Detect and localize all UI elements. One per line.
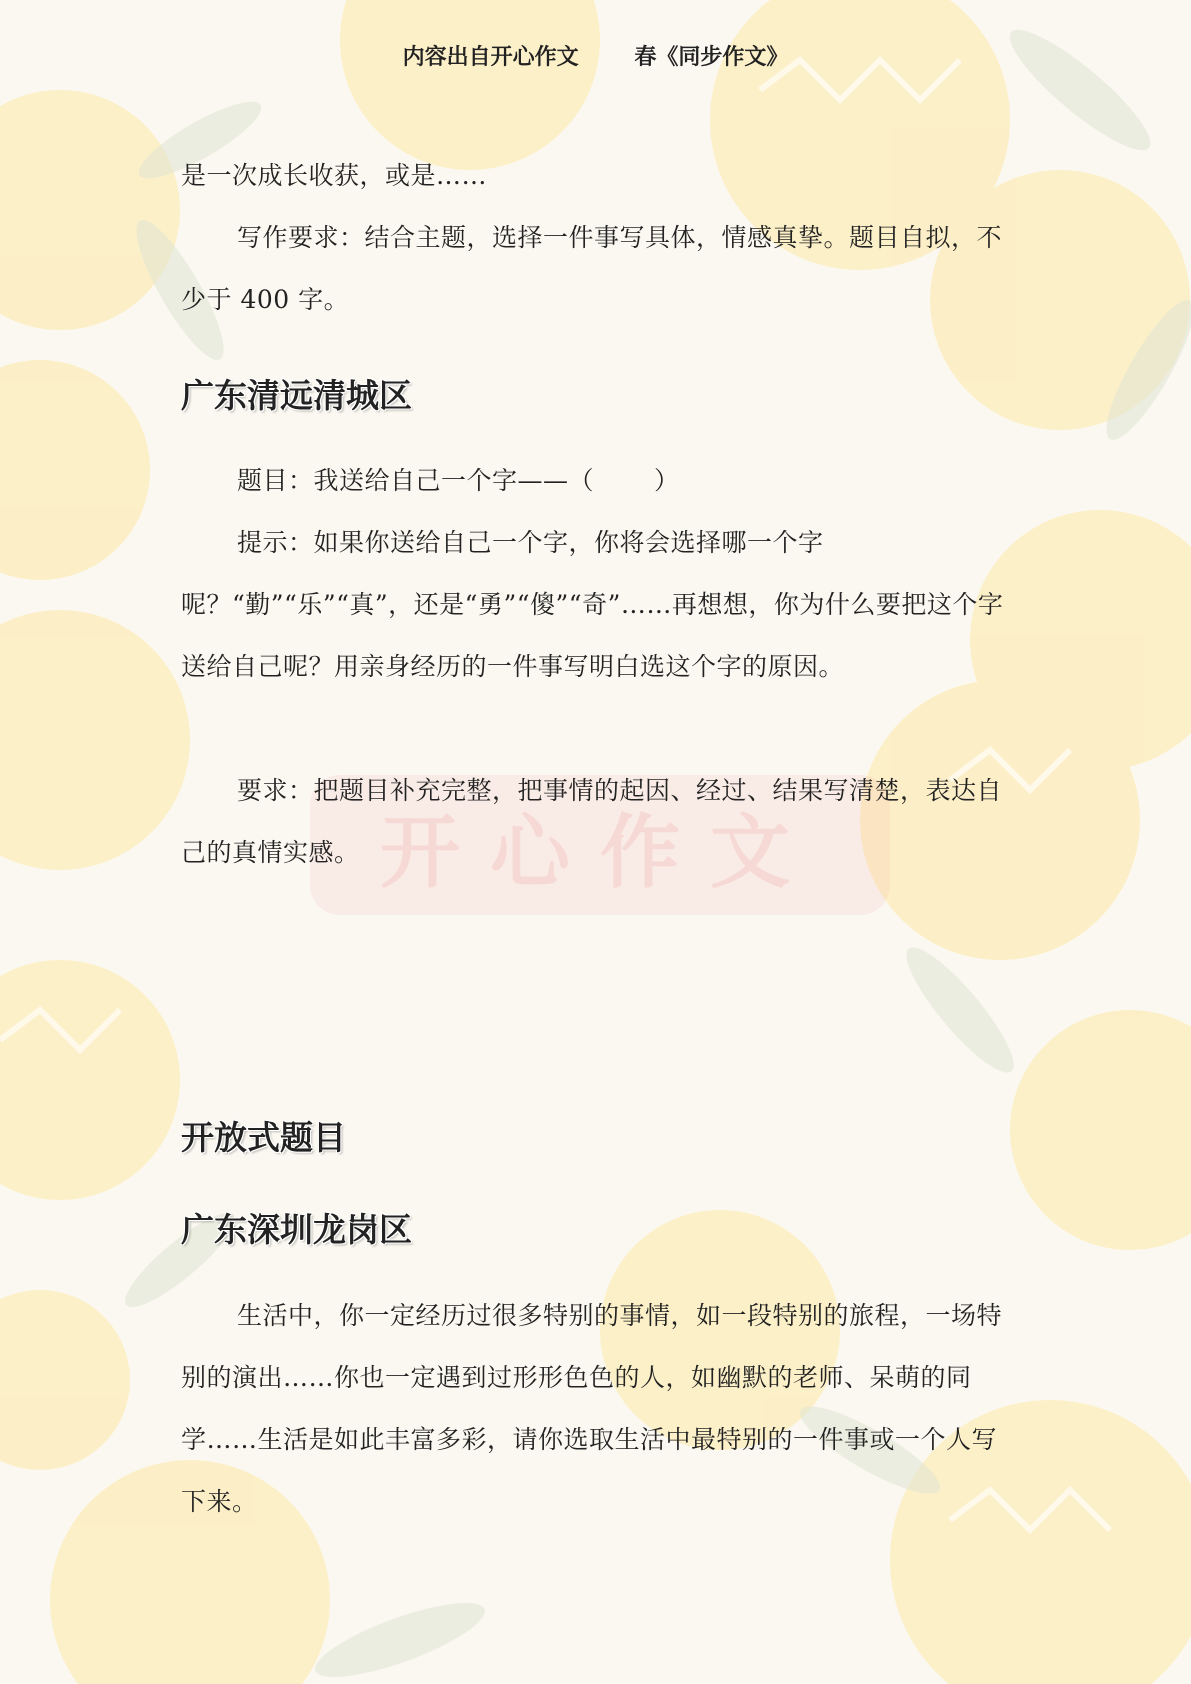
watermark: 开心作文 — [310, 775, 890, 915]
header-source: 内容出自开心作文 — [402, 45, 579, 70]
section-heading-qingyuan: 广东清远清城区 — [181, 376, 412, 415]
paragraph-tip: 提示：如果你送给自己一个字，你将会选择哪一个字呢？“勤”“乐”“真”，还是“勇”“傻”“奇”……再想想，你为什么要把这个字送给自己呢？用亲身经历的一件事写明白选这个字的原因。 — [181, 528, 1004, 681]
page-header — [0, 40, 1191, 71]
topic-suffix: ） — [654, 466, 680, 495]
paragraph-continuation: 是一次成长收获，或是…… — [181, 161, 488, 190]
header-book: 春《同步作文》 — [634, 45, 789, 70]
paragraph-requirement: 写作要求：结合主题，选择一件事写具体，情感真挚。题目自拟，不少于 400 字。 — [181, 223, 1003, 314]
paragraph-topic — [181, 450, 1011, 512]
section-heading-open: 开放式题目 — [181, 1118, 346, 1157]
topic-prefix: 题目：我送给自己一个字——（ — [237, 466, 595, 495]
paragraph-req: 要求：把题目补充完整，把事情的起因、经过、结果写清楚，表达自己的真情实感。 — [181, 776, 1003, 867]
paragraph-life: 生活中，你一定经历过很多特别的事情，如一段特别的旅程，一场特别的演出……你也一定遇到过形形色色的人，如幽默的老师、呆萌的同学……生活是如此丰富多彩，请你选取生活中最特别的一件事或一个人写下来。 — [181, 1301, 1003, 1516]
section-heading-shenzhen: 广东深圳龙岗区 — [181, 1210, 412, 1249]
